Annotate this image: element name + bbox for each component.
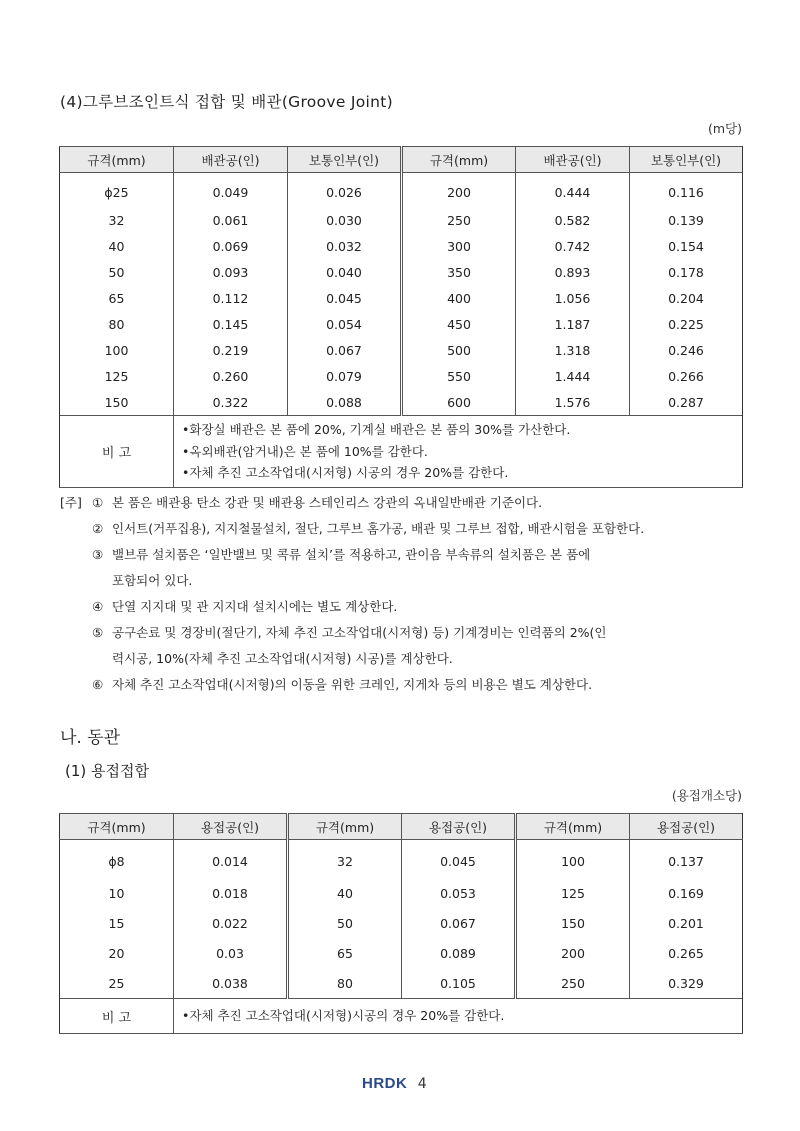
table-cell: 200 bbox=[402, 173, 516, 208]
remark-line: •화장실 배관은 본 품에 20%, 기계실 배관은 본 품의 30%를 가산한다. bbox=[182, 422, 571, 437]
table-cell: 600 bbox=[402, 389, 516, 416]
table-cell: 450 bbox=[402, 311, 516, 337]
table-cell: 0.112 bbox=[174, 285, 288, 311]
table-cell: 0.169 bbox=[630, 878, 743, 908]
note-text: 공구손료 및 경장비(절단기, 자체 추진 고소작업대(시저형) 등) 기계경비는 인력품의 2%(인 bbox=[112, 625, 607, 640]
table-cell: 100 bbox=[516, 840, 630, 879]
section-title: (4)그루브조인트식 접합 및 배관(Groove Joint) bbox=[60, 93, 394, 111]
header-cell: 용접공(인) bbox=[174, 814, 288, 840]
note-number: ③ bbox=[92, 547, 104, 562]
table-cell: 0.032 bbox=[288, 233, 402, 259]
table-row bbox=[60, 908, 743, 938]
weld-table-unit: (용접개소당) bbox=[671, 788, 742, 803]
note-number: ⑤ bbox=[92, 625, 104, 640]
table-cell: 500 bbox=[402, 337, 516, 363]
table-cell: 0.038 bbox=[174, 968, 288, 999]
table-row bbox=[60, 173, 743, 208]
note-item bbox=[60, 594, 750, 620]
table-cell: 0.893 bbox=[516, 259, 630, 285]
header-cell: 규격(mm) bbox=[402, 147, 516, 173]
table-cell: 0.265 bbox=[630, 938, 743, 968]
groove-joint-table bbox=[59, 146, 743, 488]
table-cell: 0.145 bbox=[174, 311, 288, 337]
table-cell: 0.045 bbox=[402, 840, 516, 879]
table-cell: 300 bbox=[402, 233, 516, 259]
table-cell: 1.056 bbox=[516, 285, 630, 311]
note-number: ⑥ bbox=[92, 677, 104, 692]
note-text: 밸브류 설치품은 ‘일반밸브 및 콕류 설치’를 적용하고, 관이음 부속류의 설치품은 본 품에 bbox=[112, 547, 591, 562]
table-cell: 0.061 bbox=[174, 207, 288, 233]
table-cell: 0.139 bbox=[630, 207, 743, 233]
table-cell: 1.576 bbox=[516, 389, 630, 416]
note-item bbox=[60, 516, 750, 542]
table-cell: 1.187 bbox=[516, 311, 630, 337]
table-cell: 0.225 bbox=[630, 311, 743, 337]
groove-table-unit: (m당) bbox=[707, 121, 742, 136]
table-cell: 0.014 bbox=[174, 840, 288, 879]
table-cell: 20 bbox=[60, 938, 174, 968]
table-cell: 0.045 bbox=[288, 285, 402, 311]
table-row bbox=[60, 311, 743, 337]
table-cell: 0.03 bbox=[174, 938, 288, 968]
table-cell: 0.266 bbox=[630, 363, 743, 389]
table-header-row bbox=[60, 814, 743, 840]
remark-content bbox=[174, 416, 743, 488]
table-row bbox=[60, 363, 743, 389]
remark-label: 비 고 bbox=[60, 416, 174, 488]
table-row bbox=[60, 968, 743, 999]
page-footer bbox=[362, 1075, 427, 1092]
table-cell: 40 bbox=[288, 878, 402, 908]
table-cell: 10 bbox=[60, 878, 174, 908]
table-cell: ϕ8 bbox=[60, 840, 174, 879]
note-text: 자체 추진 고소작업대(시저형)의 이동을 위한 크레인, 지게차 등의 비용은 별도 계상한다. bbox=[112, 677, 593, 692]
table-cell: 0.219 bbox=[174, 337, 288, 363]
table-cell: 15 bbox=[60, 908, 174, 938]
note-text-continued: 포함되어 있다. bbox=[112, 573, 193, 588]
table-cell: 80 bbox=[288, 968, 402, 999]
note-number: ④ bbox=[92, 599, 104, 614]
notes-block bbox=[60, 490, 750, 698]
note-text: 단열 지지대 및 관 지지대 설치시에는 별도 계상한다. bbox=[112, 599, 398, 614]
note-text: 본 품은 배관용 탄소 강관 및 배관용 스테인리스 강관의 옥내일반배관 기준이다. bbox=[112, 495, 543, 510]
note-text: 인서트(거푸집용), 지지철물설치, 절단, 그루브 홈가공, 배관 및 그루브 접합, 배관시험을 포함한다. bbox=[112, 521, 645, 536]
table-cell: 150 bbox=[516, 908, 630, 938]
header-cell: 규격(mm) bbox=[60, 147, 174, 173]
table-cell: 0.105 bbox=[402, 968, 516, 999]
table-cell: ϕ25 bbox=[60, 173, 174, 208]
table-cell: 150 bbox=[60, 389, 174, 416]
hrdk-logo: HRDK bbox=[362, 1075, 408, 1092]
table-cell: 0.067 bbox=[288, 337, 402, 363]
table-row bbox=[60, 840, 743, 879]
table-cell: 250 bbox=[402, 207, 516, 233]
remark-line: •옥외배관(암거내)은 본 품에 10%를 감한다. bbox=[182, 443, 428, 459]
remark-content: •자체 추진 고소작업대(시저형)시공의 경우 20%를 감한다. bbox=[174, 999, 743, 1034]
table-cell: 250 bbox=[516, 968, 630, 999]
remark-row bbox=[60, 999, 743, 1034]
table-cell: 80 bbox=[60, 311, 174, 337]
header-cell: 보통인부(인) bbox=[288, 147, 402, 173]
table-cell: 0.201 bbox=[630, 908, 743, 938]
table-cell: 125 bbox=[516, 878, 630, 908]
table-row bbox=[60, 878, 743, 908]
table-row bbox=[60, 259, 743, 285]
header-cell: 규격(mm) bbox=[60, 814, 174, 840]
header-cell: 용접공(인) bbox=[402, 814, 516, 840]
table-cell: 0.204 bbox=[630, 285, 743, 311]
table-cell: 32 bbox=[60, 207, 174, 233]
table-cell: 0.026 bbox=[288, 173, 402, 208]
table-cell: 0.444 bbox=[516, 173, 630, 208]
note-text-continued: 력시공, 10%(자체 추진 고소작업대(시저형) 시공)를 계상한다. bbox=[112, 651, 453, 666]
table-cell: 32 bbox=[288, 840, 402, 879]
table-cell: 0.018 bbox=[174, 878, 288, 908]
table-cell: 125 bbox=[60, 363, 174, 389]
subsubsection-heading: (1) 용접접합 bbox=[65, 762, 149, 780]
table-cell: 0.049 bbox=[174, 173, 288, 208]
table-cell: 0.178 bbox=[630, 259, 743, 285]
table-cell: 0.116 bbox=[630, 173, 743, 208]
table-cell: 0.022 bbox=[174, 908, 288, 938]
table-cell: 0.260 bbox=[174, 363, 288, 389]
table-cell: 0.582 bbox=[516, 207, 630, 233]
header-cell: 배관공(인) bbox=[174, 147, 288, 173]
table-cell: 50 bbox=[288, 908, 402, 938]
note-item bbox=[60, 672, 750, 698]
table-cell: 0.089 bbox=[402, 938, 516, 968]
table-cell: 0.053 bbox=[402, 878, 516, 908]
header-cell: 보통인부(인) bbox=[630, 147, 743, 173]
table-cell: 550 bbox=[402, 363, 516, 389]
table-cell: 40 bbox=[60, 233, 174, 259]
table-cell: 0.030 bbox=[288, 207, 402, 233]
table-cell: 0.069 bbox=[174, 233, 288, 259]
table-header-row bbox=[60, 147, 743, 173]
table-cell: 0.088 bbox=[288, 389, 402, 416]
table-cell: 0.322 bbox=[174, 389, 288, 416]
note-item bbox=[60, 542, 750, 594]
table-cell: 350 bbox=[402, 259, 516, 285]
table-row bbox=[60, 233, 743, 259]
table-cell: 0.079 bbox=[288, 363, 402, 389]
table-row bbox=[60, 207, 743, 233]
header-cell: 용접공(인) bbox=[630, 814, 743, 840]
table-cell: 0.246 bbox=[630, 337, 743, 363]
table-cell: 0.054 bbox=[288, 311, 402, 337]
table-cell: 0.287 bbox=[630, 389, 743, 416]
table-cell: 1.318 bbox=[516, 337, 630, 363]
note-number: ② bbox=[92, 521, 104, 536]
table-row bbox=[60, 285, 743, 311]
table-cell: 0.154 bbox=[630, 233, 743, 259]
table-cell: 65 bbox=[60, 285, 174, 311]
table-row bbox=[60, 389, 743, 416]
header-cell: 배관공(인) bbox=[516, 147, 630, 173]
table-cell: 0.137 bbox=[630, 840, 743, 879]
header-cell: 규격(mm) bbox=[288, 814, 402, 840]
subsection-heading: 나. 동관 bbox=[60, 728, 121, 748]
page-number: 4 bbox=[417, 1076, 427, 1092]
table-cell: 0.040 bbox=[288, 259, 402, 285]
table-cell: 65 bbox=[288, 938, 402, 968]
table-cell: 0.093 bbox=[174, 259, 288, 285]
remark-row bbox=[60, 416, 743, 488]
remark-label: 비 고 bbox=[60, 999, 174, 1034]
remark-line: •자체 추진 고소작업대(시저형) 시공의 경우 20%를 감한다. bbox=[182, 465, 509, 480]
table-cell: 200 bbox=[516, 938, 630, 968]
note-item bbox=[60, 490, 750, 516]
table-cell: 1.444 bbox=[516, 363, 630, 389]
table-cell: 50 bbox=[60, 259, 174, 285]
table-cell: 0.742 bbox=[516, 233, 630, 259]
table-row bbox=[60, 337, 743, 363]
note-tag: [주] bbox=[60, 495, 82, 510]
note-item bbox=[60, 620, 750, 672]
header-cell: 규격(mm) bbox=[516, 814, 630, 840]
table-cell: 0.067 bbox=[402, 908, 516, 938]
table-cell: 100 bbox=[60, 337, 174, 363]
table-cell: 25 bbox=[60, 968, 174, 999]
welding-table bbox=[59, 813, 743, 1034]
table-cell: 400 bbox=[402, 285, 516, 311]
table-cell: 0.329 bbox=[630, 968, 743, 999]
table-row bbox=[60, 938, 743, 968]
note-number: ① bbox=[92, 495, 104, 510]
